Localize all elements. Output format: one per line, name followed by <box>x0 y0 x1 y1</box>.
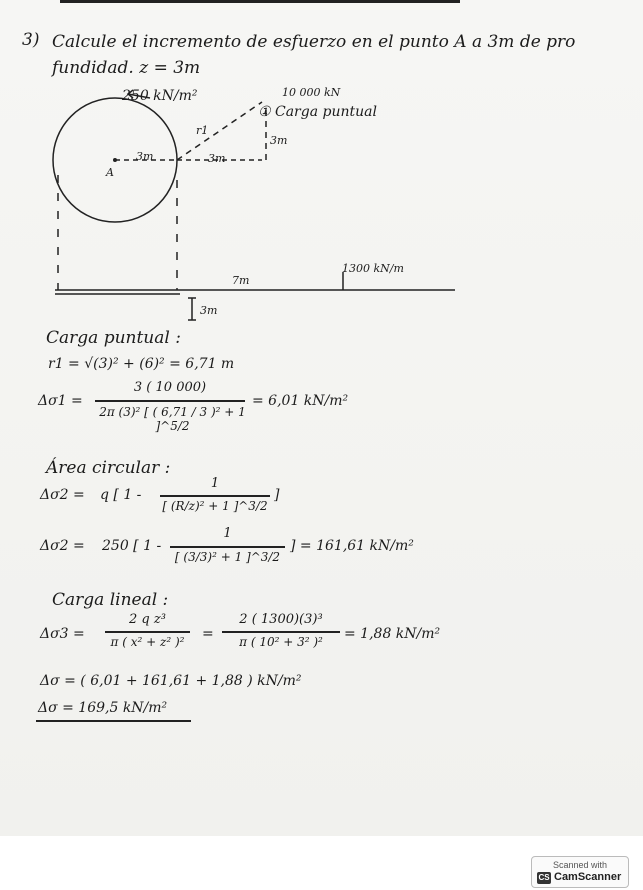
point-a-dot <box>113 158 117 162</box>
total-result: Δσ = 169,5 kN/m² <box>38 700 168 716</box>
camscanner-watermark <box>531 856 629 888</box>
point-load-heading: Carga puntual : <box>46 328 181 348</box>
problem-line-2: fundidad. z = 3m <box>52 58 201 78</box>
ds3-label: Δσ3 = <box>40 626 85 642</box>
depth-label: 3m <box>270 134 288 147</box>
page-top-line <box>60 0 460 3</box>
ds2b-label: Δσ2 = <box>40 538 85 554</box>
ds2-label: Δσ2 = <box>40 487 85 503</box>
ds2b-numerator: 1 <box>223 526 232 541</box>
point-a-label: A <box>106 166 114 179</box>
ds2-tail: ] <box>274 487 280 503</box>
ds2b-denominator: [ (3/3)² + 1 ]^3/2 <box>174 550 281 564</box>
distance-label: 3m <box>208 152 226 165</box>
r1-label: r1 <box>196 124 209 137</box>
ds2-numerator: 1 <box>210 476 220 491</box>
line-load-heading: Carga lineal : <box>52 590 169 610</box>
ds3-bar <box>105 631 190 633</box>
ds3-denominator-2: π ( 10² + 3² )² <box>239 635 323 649</box>
area-load-label: 250 kN/m² <box>122 88 198 104</box>
ds2b-result: ] = 161,61 kN/m² <box>290 538 414 554</box>
total-sum: Δσ = ( 6,01 + 161,61 + 1,88 ) kN/m² <box>40 673 302 689</box>
ds3-numerator-2: 2 ( 1300)(3)³ <box>239 612 323 627</box>
ds2-bar <box>160 495 270 497</box>
line-load-label: 1300 kN/m <box>342 262 404 275</box>
problem-line-1: Calcule el incremento de esfuerzo en el punto A a 3m de pro <box>52 32 576 52</box>
radius-label: 3m <box>136 150 154 163</box>
ds2b-bar <box>170 546 285 548</box>
ds3-bar-2 <box>222 631 340 633</box>
point-load-tag: ① Carga puntual <box>258 104 377 120</box>
result-underline <box>36 720 191 722</box>
ds1-bar <box>95 400 245 402</box>
seven-m-label: 7m <box>232 274 250 287</box>
ds1-result: = 6,01 kN/m² <box>252 393 349 409</box>
ds3-result: = 1,88 kN/m² <box>344 626 441 642</box>
camscanner-logo-icon: CS <box>538 873 550 882</box>
ds3-denominator: π ( x² + z² )² <box>110 635 185 649</box>
point-load-value: 10 000 kN <box>282 86 341 99</box>
ds2-lead: q [ 1 - <box>100 487 142 503</box>
ds2b-lead: 250 [ 1 - <box>102 538 162 554</box>
ds1-label: Δσ1 = <box>38 393 83 409</box>
watermark-line-1: Scanned with <box>552 860 608 870</box>
ds1-denominator: 2π (3)² [ ( 6,71 / 3 )² + 1 ]^5/2 <box>99 405 246 433</box>
circular-heading: Área circular : <box>46 458 171 478</box>
watermark-line-2: CamScanner <box>554 871 622 883</box>
ds1-numerator: 3 ( 10 000) <box>133 380 207 395</box>
ds3-numerator: 2 q z³ <box>129 612 166 627</box>
ds3-equals: = <box>202 626 214 642</box>
bottom-bracket <box>188 298 196 320</box>
ds2-denominator: [ (R/z)² + 1 ]^3/2 <box>162 499 268 513</box>
problem-number: 3) <box>22 30 40 50</box>
bottom-3m-label: 3m <box>200 304 218 317</box>
r1-equation: r1 = √(3)² + (6)² = 6,71 m <box>48 356 235 372</box>
